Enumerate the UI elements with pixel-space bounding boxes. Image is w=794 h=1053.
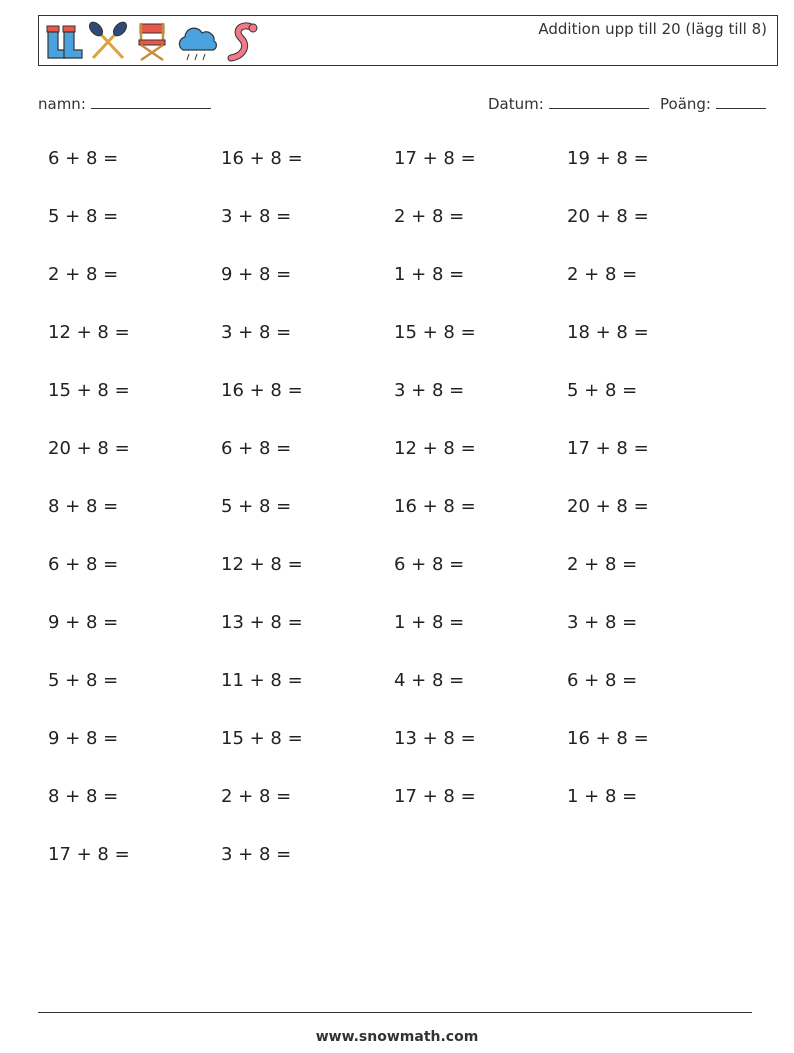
addition-problem: 16 + 8 = [394,496,476,517]
addition-problem: 20 + 8 = [48,438,130,459]
addition-problem: 13 + 8 = [221,612,303,633]
addition-problem: 12 + 8 = [48,322,130,343]
score-blank[interactable] [716,94,766,109]
addition-problem: 1 + 8 = [394,612,465,633]
footer-divider [38,1012,752,1013]
addition-problem: 6 + 8 = [48,554,119,575]
addition-problem: 2 + 8 = [567,554,638,575]
name-label: namn: [38,95,86,113]
addition-problem: 6 + 8 = [221,438,292,459]
addition-problem: 6 + 8 = [394,554,465,575]
addition-problem: 9 + 8 = [221,264,292,285]
rain-boots-icon [43,20,85,64]
addition-problem: 12 + 8 = [394,438,476,459]
addition-problem: 3 + 8 = [394,380,465,401]
addition-problem: 3 + 8 = [221,844,292,865]
addition-problem: 19 + 8 = [567,148,649,169]
worm-icon [223,20,265,64]
addition-problem: 5 + 8 = [48,206,119,227]
addition-problem: 5 + 8 = [221,496,292,517]
addition-problem: 9 + 8 = [48,612,119,633]
addition-problem: 2 + 8 = [48,264,119,285]
footer-url: www.snowmath.com [315,1029,479,1045]
addition-problem: 15 + 8 = [221,728,303,749]
addition-problem: 17 + 8 = [394,148,476,169]
worksheet-header [38,15,778,66]
addition-problem: 9 + 8 = [48,728,119,749]
addition-problem: 4 + 8 = [394,670,465,691]
addition-problem: 6 + 8 = [48,148,119,169]
addition-problem: 3 + 8 = [221,206,292,227]
addition-problem: 2 + 8 = [394,206,465,227]
addition-problem: 15 + 8 = [394,322,476,343]
date-field [488,94,649,113]
score-label: Poäng: [660,95,711,113]
addition-problem: 5 + 8 = [48,670,119,691]
addition-problem: 6 + 8 = [567,670,638,691]
header-icons [43,20,265,64]
addition-problem: 17 + 8 = [394,786,476,807]
crossed-paddles-icon [87,20,129,64]
date-blank[interactable] [549,94,649,109]
name-field [38,94,211,113]
addition-problem: 12 + 8 = [221,554,303,575]
addition-problem: 3 + 8 = [221,322,292,343]
rain-cloud-icon [175,20,221,64]
addition-problem: 3 + 8 = [567,612,638,633]
addition-problem: 17 + 8 = [48,844,130,865]
addition-problem: 20 + 8 = [567,496,649,517]
addition-problem: 16 + 8 = [221,148,303,169]
addition-problem: 18 + 8 = [567,322,649,343]
date-label: Datum: [488,95,544,113]
folding-chair-icon [131,20,173,64]
addition-problem: 5 + 8 = [567,380,638,401]
addition-problem: 8 + 8 = [48,496,119,517]
addition-problem: 16 + 8 = [221,380,303,401]
addition-problem: 8 + 8 = [48,786,119,807]
addition-problem: 2 + 8 = [567,264,638,285]
addition-problem: 20 + 8 = [567,206,649,227]
addition-problem: 17 + 8 = [567,438,649,459]
addition-problem: 1 + 8 = [394,264,465,285]
score-field [660,94,766,113]
worksheet-title: Addition upp till 20 (lägg till 8) [538,20,767,38]
addition-problem: 2 + 8 = [221,786,292,807]
addition-problem: 16 + 8 = [567,728,649,749]
addition-problem: 13 + 8 = [394,728,476,749]
addition-problem: 15 + 8 = [48,380,130,401]
addition-problem: 1 + 8 = [567,786,638,807]
name-blank[interactable] [91,94,211,109]
addition-problem: 11 + 8 = [221,670,303,691]
